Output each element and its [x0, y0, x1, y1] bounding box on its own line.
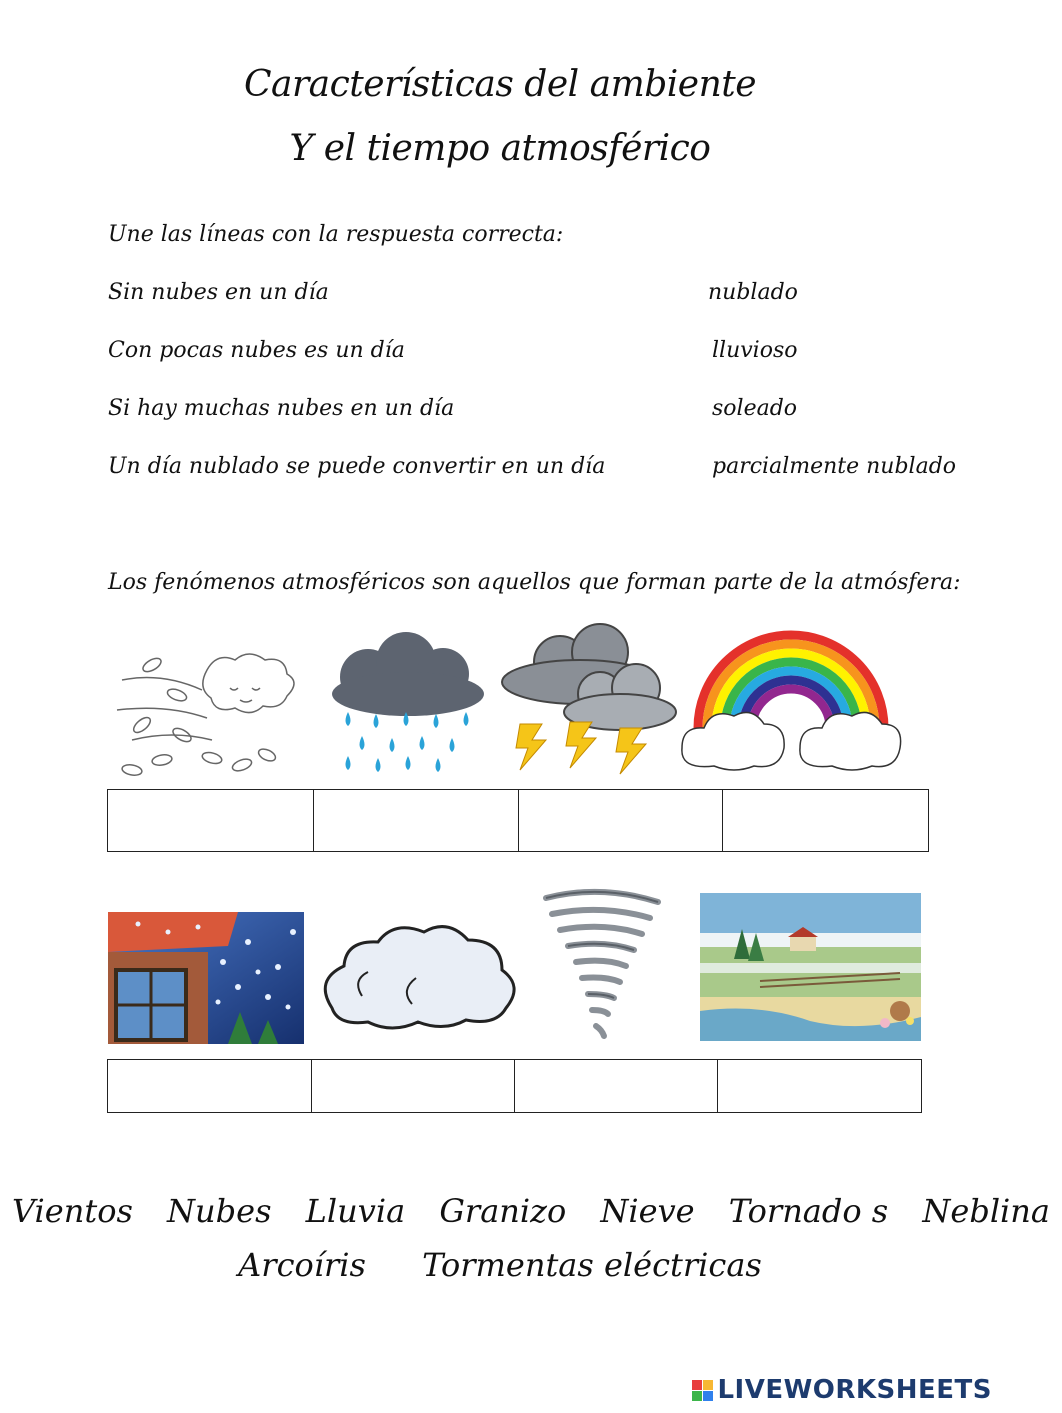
- tornado-picture: [538, 886, 664, 1044]
- rainbow-picture: [678, 618, 904, 778]
- answer-box-rainbow[interactable]: [723, 790, 928, 851]
- phenomena-instruction: Los fenómenos atmosféricos son aquellos que forman parte de la atmósfera:: [108, 570, 961, 595]
- page-title-line2: Y el tiempo atmosférico: [289, 128, 711, 169]
- answer-row-2: [107, 1059, 922, 1113]
- matching-left-2[interactable]: Con pocas nubes es un día: [108, 338, 405, 363]
- matching-left-3[interactable]: Si hay muchas nubes en un día: [108, 396, 455, 421]
- fog-picture: [700, 893, 921, 1041]
- page-title-line1: Características del ambiente: [243, 64, 757, 105]
- matching-right-3[interactable]: soleado: [712, 396, 798, 421]
- word-bank-item: Neblina: [922, 1192, 1050, 1230]
- matching-right-2[interactable]: lluvioso: [712, 338, 798, 363]
- answer-box-storm[interactable]: [519, 790, 724, 851]
- word-bank-item: Arcoíris: [238, 1246, 366, 1284]
- matching-left-1[interactable]: Sin nubes en un día: [108, 280, 329, 305]
- answer-box-rain[interactable]: [314, 790, 519, 851]
- word-bank-item: Lluvia: [305, 1192, 406, 1230]
- word-bank-row-1: [0, 1192, 1050, 1230]
- word-bank-item: Vientos: [12, 1192, 133, 1230]
- logo-text: LIVEWORKSHEETS: [717, 1375, 992, 1405]
- matching-right-1[interactable]: nublado: [708, 280, 798, 305]
- logo-squares-icon: [692, 1380, 713, 1401]
- answer-box-cloud[interactable]: [312, 1060, 516, 1112]
- word-bank-item: Tornado s: [728, 1192, 889, 1230]
- matching-left-4[interactable]: Un día nublado se puede convertir en un día: [108, 454, 606, 479]
- liveworksheets-logo[interactable]: [692, 1375, 992, 1405]
- answer-box-fog[interactable]: [718, 1060, 922, 1112]
- cloud-picture: [312, 918, 522, 1038]
- storm-picture: [500, 624, 680, 774]
- matching-right-4[interactable]: parcialmente nublado: [712, 454, 957, 479]
- answer-box-wind[interactable]: [108, 790, 314, 851]
- word-bank-item: Tormentas eléctricas: [422, 1246, 762, 1284]
- answer-box-tornado[interactable]: [515, 1060, 718, 1112]
- answer-box-hail[interactable]: [108, 1060, 312, 1112]
- matching-instruction: Une las líneas con la respuesta correcta:: [108, 222, 564, 247]
- word-bank-row-2: [0, 1246, 1000, 1284]
- rain-picture: [328, 632, 488, 777]
- word-bank-item: Nubes: [167, 1192, 272, 1230]
- word-bank-item: Granizo: [439, 1192, 567, 1230]
- word-bank-item: Nieve: [600, 1192, 695, 1230]
- answer-row-1: [107, 789, 929, 852]
- hail-picture: [108, 912, 304, 1044]
- wind-picture: [112, 640, 312, 780]
